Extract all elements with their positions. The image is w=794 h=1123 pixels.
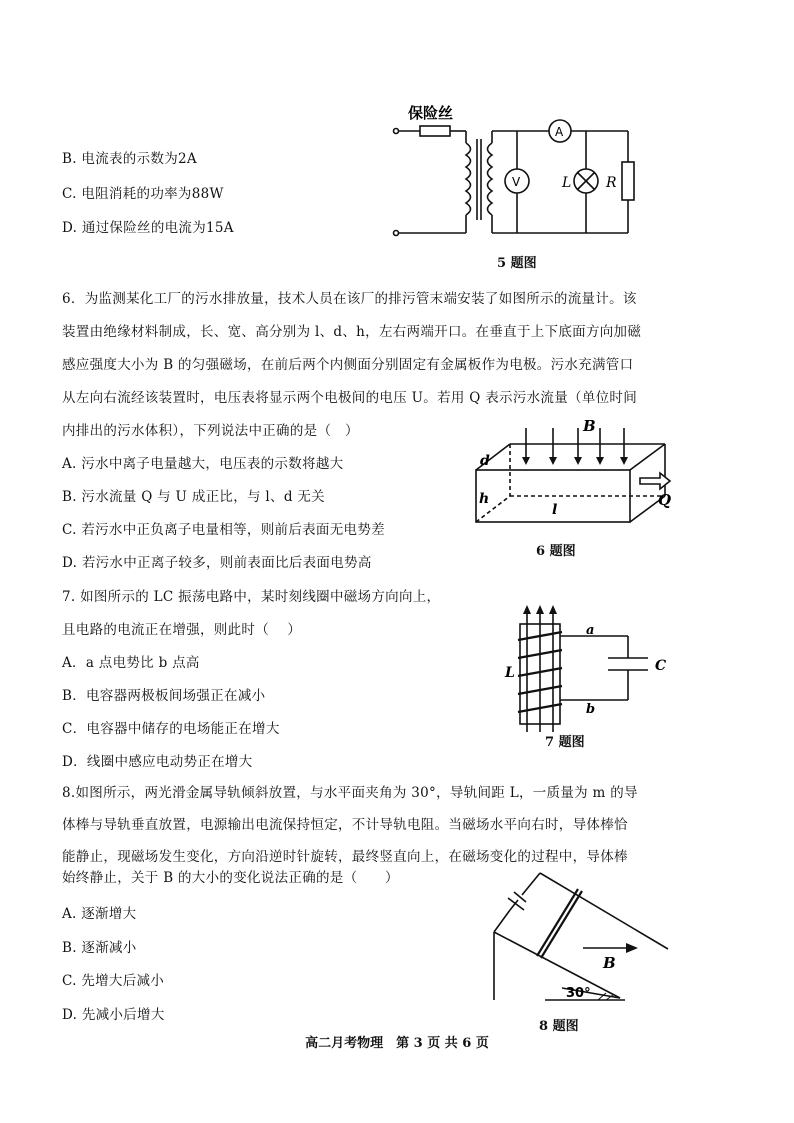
flow-q-label: Q — [658, 491, 672, 509]
q8-option-a: A. 逐渐增大 — [62, 906, 137, 922]
q6-stem-line-1: 6．为监测某化工厂的污水排放量，技术人员在该厂的排污管末端安装了如图所示的流量计。该 — [62, 291, 637, 307]
q8-option-c: C. 先增大后减小 — [62, 973, 165, 989]
q6-option-c: C. 若污水中正负离子电量相等，则前后表面无电势差 — [62, 522, 385, 538]
q6-stem-line-5: 内排出的污水体积），下列说法中正确的是（ ） — [62, 423, 359, 439]
q7-option-b: B．电容器两极板间场强正在减小 — [62, 688, 266, 704]
angle-label: 30° — [566, 986, 591, 1001]
q7-caption: 7 题图 — [545, 735, 585, 750]
length-l-label: l — [552, 502, 558, 518]
q6-option-d: D. 若污水中正离子较多，则前表面比后表面电势高 — [62, 555, 372, 571]
q6-stem-line-3: 感应强度大小为 B 的匀强磁场，在前后两个内侧面分别固定有金属板作为电极。污水充满管口 — [62, 357, 634, 373]
q8-stem-line-1: 8.如图所示，两光滑金属导轨倾斜放置，与水平面夹角为 30°，导轨间距 L，一质量为 m 的导 — [62, 785, 638, 801]
page-footer: 高二月考物理 第 3 页 共 6 页 — [305, 1036, 489, 1051]
q5-option-d: D. 通过保险丝的电流为15A — [62, 220, 234, 236]
q6-caption: 6 题图 — [536, 544, 576, 559]
lamp-label: L — [562, 175, 572, 191]
q8-stem-line-3: 能静止，现磁场发生变化，方向沿逆时针旋转，最终竖直向上，在磁场变化的过程中，导体棒 — [62, 849, 628, 865]
field-b-label: B — [583, 417, 596, 435]
point-b-label: b — [586, 702, 596, 717]
q5-option-c: C. 电阻消耗的功率为88W — [62, 186, 224, 202]
q8-caption: 8 题图 — [539, 1019, 579, 1034]
resistor-label: R — [606, 175, 617, 191]
q8-option-d: D. 先减小后增大 — [62, 1007, 165, 1023]
fuse-label: 保险丝 — [408, 104, 454, 122]
height-h-label: h — [479, 491, 490, 507]
q7-stem-line-1: 7. 如图所示的 LC 振荡电路中，某时刻线圈中磁场方向向上， — [62, 589, 441, 605]
ammeter-label: A — [555, 125, 564, 139]
q6-stem-line-4: 从左向右流经该装置时，电压表将显示两个电极间的电压 U。若用 Q 表示污水流量（单位时间 — [62, 390, 638, 406]
q8-stem-line-4: 始终静止，关于 B 的大小的变化说法正确的是（ ） — [62, 870, 399, 886]
voltmeter-label: V — [512, 175, 521, 189]
q7-option-d: D．线圈中感应电动势正在增大 — [62, 754, 253, 770]
point-a-label: a — [586, 623, 595, 638]
q6-stem-line-2: 装置由绝缘材料制成，长、宽、高分别为 l、d、h，左右两端开口。在垂直于上下底面方向加磁 — [62, 324, 642, 340]
q7-option-a: A．a 点电势比 b 点高 — [62, 655, 200, 671]
q8-stem-line-2: 体棒与导轨垂直放置，电源输出电流保持恒定，不计导轨电阻。当磁场水平向右时，导体棒恰 — [62, 817, 628, 833]
width-d-label: d — [480, 453, 490, 469]
q7-stem-line-2: 且电路的电流正在增强，则此时（ ） — [62, 622, 302, 638]
q6-option-b: B. 污水流量 Q 与 U 成正比，与 l、d 无关 — [62, 489, 325, 505]
q8-option-b: B. 逐渐减小 — [62, 940, 137, 956]
capacitor-c-label: C — [655, 658, 667, 674]
q6-option-a: A. 污水中离子电量越大，电压表的示数将越大 — [62, 456, 344, 472]
q5-option-b: B. 电流表的示数为2A — [62, 151, 197, 167]
q7-option-c: C．电容器中储存的电场能正在增大 — [62, 721, 280, 737]
q5-caption: 5 题图 — [497, 256, 537, 271]
inductor-l-label: L — [505, 665, 515, 681]
field-b-label-q8: B — [603, 954, 616, 972]
